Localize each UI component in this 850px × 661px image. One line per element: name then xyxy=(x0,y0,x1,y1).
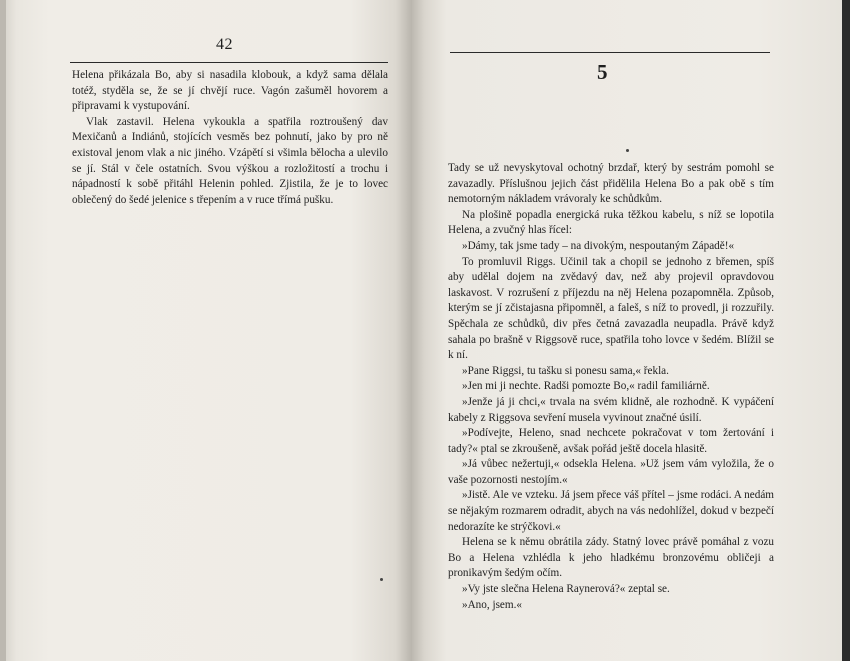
paragraph: »Vy jste slečna Helena Raynerová?« zeptal se. xyxy=(462,583,670,596)
paragraph: Na plošině popadla energická ruka těžkou kabelu, s níž se lopotila Helena, a zvučný hlas řícel: xyxy=(448,208,774,237)
paragraph: Helena přikázala Bo, aby si nasadila klobouk, a když sama dělala totéž, styděla se, že se jí chvějí ruce. Vagón zašuměl hovorem a připravami k vystupování. xyxy=(72,69,388,113)
paragraph: »Jen mi ji nechte. Radši pomozte Bo,« radil familiárně. xyxy=(462,380,710,393)
chapter-number: 5 xyxy=(597,60,608,84)
paragraph: Tady se už nevyskytoval ochotný brzdař, který by sestrám pomohl se zavazadly. Příslušnou jejich část přidělila Helena Bo a pak obě s tím nemotorným nákladem vrávoraly ke schůdkům. xyxy=(448,162,774,206)
speck-mark xyxy=(626,149,629,152)
page-number: 42 xyxy=(216,36,233,53)
paragraph: »Jenže já ji chci,« trvala na svém klidně, ale rozhodně. K vypáčení kabely z Riggsova sevření musela vyvinout značné úsilí. xyxy=(448,395,774,424)
header-rule-left xyxy=(70,62,388,63)
paragraph: »Jistě. Ale ve vzteku. Já jsem přece váš přítel – jsme rodáci. A nedám se nějakým rozmarem odradit, abych na vás nedohlížel, dokud v bezpečí nedorazíte ke strýčkovi.« xyxy=(448,489,774,533)
paragraph: »Pane Riggsi, tu tašku si ponesu sama,« řekla. xyxy=(462,364,669,377)
paragraph: »Podívejte, Heleno, snad nechcete pokračovat v tom žertování i tady?« ptal se zkroušeně, avšak pořád ještě docela hlasitě. xyxy=(448,427,774,455)
book-edge-left xyxy=(0,0,6,661)
paragraph: To promluvil Riggs. Učinil tak a chopil se jednoho z břemen, spíš aby udělal dojem na zvědavý dav, než aby projevil opravdovou laskavost. V rozrušení z příjezdu na něj Helena pozapomněla. Způsob, kterým se jí zčistajasna připomněl, a faleš, s níž to provedl, ji rozzuřily. Spěchala ze schůdků, div přes četná zavazadla neupadla. Právě když sahala po brašně v Riggsově ruce, spatřila toho lovce v šedém. Blížil se k ní. xyxy=(448,255,774,362)
paragraph: »Já vůbec nežertuji,« odsekla Helena. »Už jsem vám vyložila, že o vaše pozornosti nestojím.« xyxy=(448,458,774,486)
paragraph: »Ano, jsem.« xyxy=(462,598,522,611)
paragraph: »Dámy, tak jsme tady – na divokým, nespoutaným Západě!« xyxy=(462,239,735,252)
left-page-text xyxy=(72,68,388,208)
right-page-text xyxy=(448,161,774,613)
paragraph: Helena se k němu obrátila zády. Statný lovec právě pomáhal z vozu Bo a Helena vzhlédla k jeho hladkému bronzovému obličeji a pronikavým šedým očím. xyxy=(448,536,774,580)
book-edge-right xyxy=(842,0,850,661)
header-rule-right xyxy=(450,52,770,53)
speck-mark xyxy=(380,578,383,581)
paragraph: Vlak zastavil. Helena vykoukla a spatřila roztroušený dav Mexičanů a Indiánů, stojících vesměs bez pohnutí, jako by pro ně existoval jenom vlak a nic jiného. Vzápětí si všimla bělocha a ulevilo se jí. Stál v čele ostatních. Svou výškou a rozložitostí a trochu i nápadností k sobě přitáhl Helenin pohled. Zjistila, že je to lovec oblečený do šedé jelenice s třepením a v ruce třímá pušku. xyxy=(72,115,388,206)
